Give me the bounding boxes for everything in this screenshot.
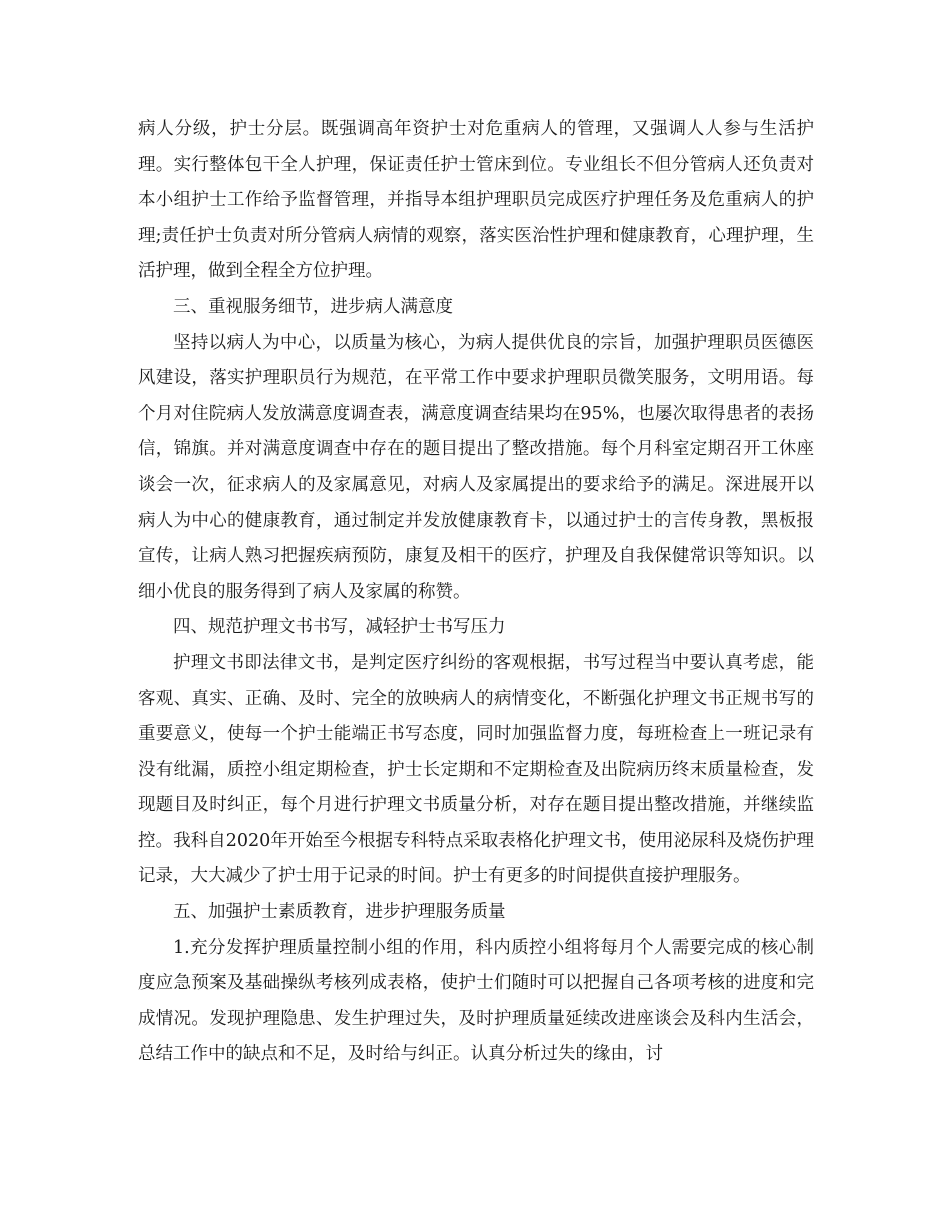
- paragraph-service-details: 坚持以病人为中心，以质量为核心，为病人提供优良的宗旨，加强护理职员医德医风建设，落实护理职员行为规范，在平常工作中要求护理职员微笑服务，文明用语。每个月对住院病人发放满意度调查表，满意度调查结果均在95%，也屡次取得患者的表扬信，锦旗。并对满意度调查中存在的题目提出了整改措施。每个月科室定期召开工休座谈会一次，征求病人的及家属意见，对病人及家属提出的要求给予的满足。深进展开以病人为中心的健康教育，通过制定并发放健康教育卡，以通过护士的言传身教，黑板报宣传，让病人熟习把握疾病预防，康复及相干的医疗，护理及自我保健常识等知识。以细小优良的服务得到了病人及家属的称赞。: [138, 332, 814, 602]
- paragraph-nursing-documents: 护理文书即法律文书，是判定医疗纠纷的客观根据，书写过程当中要认真考虑，能客观、真实、正确、及时、完全的放映病人的病情变化，不断强化护理文书正规书写的重要意义，使每一个护士能端正书写态度，同时加强监督力度，每班检查上一班记录有没有纰漏，质控小组定期检查，护士长定期和不定期检查及出院病历终末质量检查，发现题目及时纠正，每个月进行护理文书质量分析，对存在题目提出整改措施，并继续监控。我科自2020年开始至今根据专科特点采取表格化护理文书，使用泌尿科及烧伤护理记录，大大减少了护士用于记录的时间。护士有更多的时间提供直接护理服务。: [138, 652, 814, 887]
- paragraph-quality-control: 1.充分发挥护理质量控制小组的作用，科内质控小组将每月个人需要完成的核心制度应急预案及基础操纵考核列成表格，使护士们随时可以把握自己各项考核的进度和完成情况。发现护理隐患、发生护理过失，及时护理质量延续改进座谈会及科内生活会，总结工作中的缺点和不足，及时给与纠正。认真分析过失的缘由，讨: [138, 937, 814, 1065]
- section-heading-5: 五、加强护士素质教育，进步护理服务质量: [173, 902, 506, 923]
- section-heading-4: 四、规范护理文书书写，减轻护士书写压力: [173, 617, 506, 638]
- section-heading-3: 三、重视服务细节，进步病人满意度: [173, 296, 453, 317]
- document-body: [138, 112, 814, 1073]
- paragraph-continuation: 病人分级，护士分层。既强调高年资护士对危重病人的管理，又强调人人参与生活护理。实行整体包干全人护理，保证责任护士管床到位。专业组长不但分管病人还负责对本小组护士工作给予监督管理，并指导本组护理职员完成医疗护理任务及危重病人的护理;责任护士负责对所分管病人病情的观察，落实医治性护理和健康教育，心理护理，生活护理，做到全程全方位护理。: [138, 119, 814, 282]
